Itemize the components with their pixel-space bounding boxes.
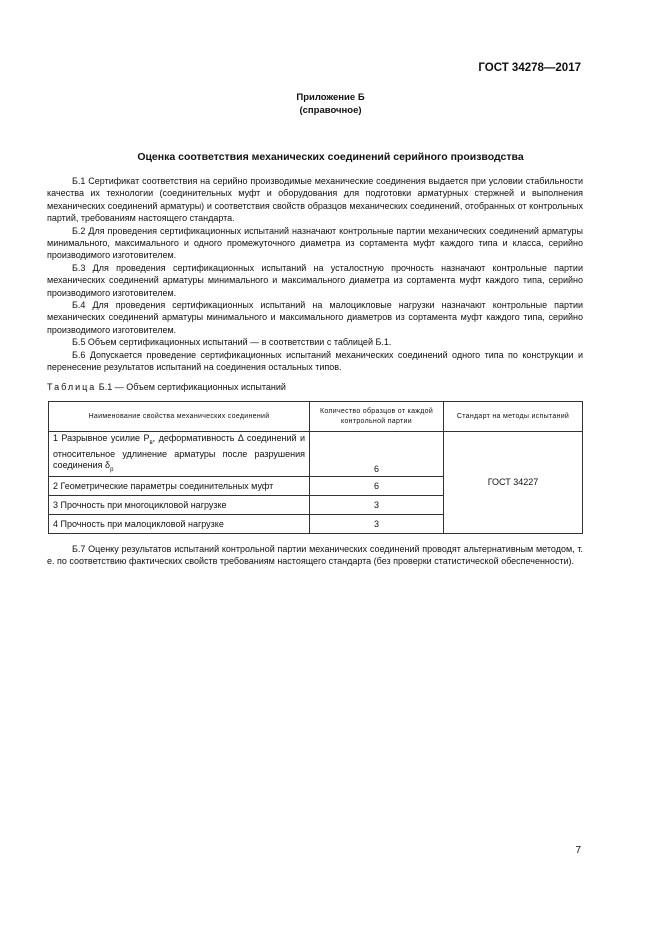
row-count: 6 [310,476,444,495]
row-count: 6 [310,432,444,477]
row-count: 3 [310,514,444,533]
row-property: 2 Геометрические параметры соединительных муфт [49,476,310,495]
page-number: 7 [575,845,581,856]
certification-table [48,401,583,534]
table-caption [47,382,286,392]
table-caption-text: Б.1 — Объем сертификационных испытаний [96,382,286,392]
header-count: Количество образцов от каждой контрольной партии [310,402,444,432]
paragraph-b6: Б.6 Допускается проведение сертификационных испытаний механических соединений одного типа по конструкции и перенесение результатов испытаний на соединения остальных типов. [47,349,583,373]
header-standard: Стандарт на методы испытаний [444,402,583,432]
row-count: 3 [310,495,444,514]
annex-type: (справочное) [299,105,362,116]
table-caption-prefix: Таблица [47,382,97,392]
paragraph-b7: Б.7 Оценку результатов испытаний контрольной партии механических соединений проводят альтернативным методом, т. е. по соответствию фактических свойств требованиям настоящего стандарта (без проверки статистической обеспеченности). [47,544,583,567]
footer-text [47,543,583,568]
annex-heading [0,91,661,117]
annex-label: Приложение Б [296,92,365,103]
paragraph-b1: Б.1 Сертификат соответствия на серийно производимые механические соединения выдается при условии стабильности качества их технологии (соединительных муфт и оборудования для подготовки арматурных стержней и выполнения механических соединений арматуры) и соответствия свойств образцов механических соединений, отобранных от контрольных партий, требованиям настоящего стандарта. [47,176,583,224]
paragraph-b4: Б.4 Для проведения сертификационных испытаний на малоцикловые нагрузки назначают контрольные партии механических соединений арматуры минимального и максимального диаметров из сортамента муфт каждого типа, серийно производимого изготовителем. [47,300,583,335]
standard-cell: ГОСТ 34227 [444,432,583,534]
row-property: 1 Разрывное усилие $P_в$, деформативность Δ соединений и относительное удлинение арматуры после разрушения соединения $\delta_p$ [49,432,310,477]
table-header-row [49,402,583,432]
table-row [49,432,583,477]
paragraph-b2: Б.2 Для проведения сертификационных испытаний назначают контрольные партии механических соединений арматуры минимального, максимального и одного промежуточного диаметра из сортамента муфт каждого типа и класса, серийно производимого изготовителем. [47,225,583,261]
document-code: ГОСТ 34278—2017 [478,62,581,74]
section-title: Оценка соответствия механических соединений серийного производства [137,151,524,163]
header-property: Наименование свойства механических соединений [49,402,310,432]
row-property: 3 Прочность при многоцикловой нагрузке [49,495,310,514]
paragraph-b3: Б.3 Для проведения сертификационных испытаний на усталостную прочность назначают контрольные партии механических соединений арматуры минимального и максимального диаметра из сортамента муфт каждого типа, серийно производимого изготовителем. [47,262,583,298]
row-property: 4 Прочность при малоцикловой нагрузке [49,514,310,533]
paragraph-b5: Б.5 Объем сертификационных испытаний — в соответствии с таблицей Б.1. [72,337,392,348]
body-text [47,175,583,374]
